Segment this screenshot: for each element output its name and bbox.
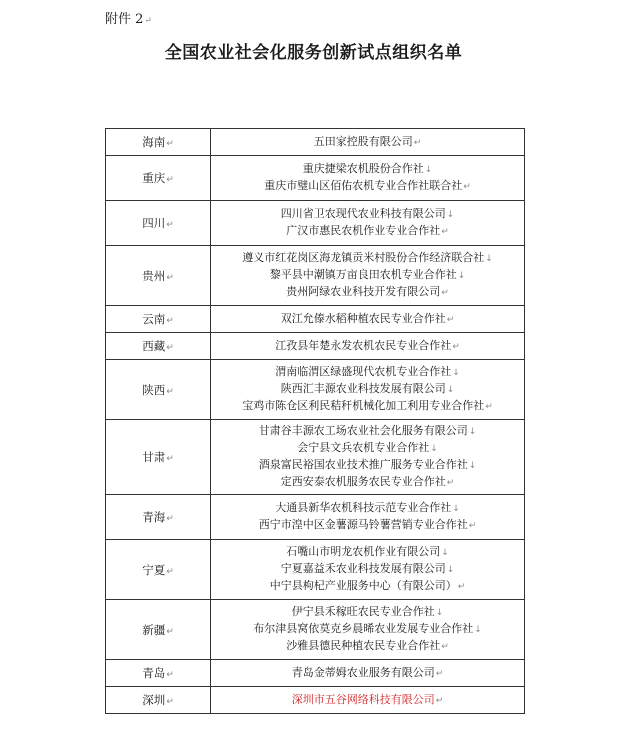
document-title <box>0 38 627 63</box>
region-name: 四川 <box>142 216 166 230</box>
organization-name-text: 大通县新华农机科技示范专业合作社 <box>275 501 452 514</box>
region-cell <box>106 540 211 600</box>
paragraph-mark-icon: ↵ <box>485 402 493 412</box>
table-row <box>106 246 525 306</box>
organization-name <box>215 440 520 457</box>
table-row <box>106 201 525 246</box>
organization-name <box>215 457 520 474</box>
region-cell <box>106 660 211 687</box>
organization-name-text: 布尔津县窝依莫克乡晨晞农业发展专业合作社 <box>253 622 474 635</box>
line-break-mark-icon: ↓ <box>474 625 482 635</box>
organizations-cell <box>211 201 525 246</box>
organization-name-text: 酒泉富民裕国农业技术推广服务专业合作社 <box>258 458 468 471</box>
organization-name-text: 江孜县年楚永发农机农民专业合作社 <box>275 338 452 352</box>
organization-name-text: 甘肃谷丰源农工场农业社会化服务有限公司 <box>258 424 468 437</box>
organization-name-text: 重庆市璧山区佰佑农机专业合作社联合社 <box>264 179 463 192</box>
organization-name-text: 遵义市红花岗区海龙镇贡米村股份合作经济联合社 <box>242 251 485 264</box>
organization-table-body <box>106 129 525 714</box>
organization-name-text: 重庆捷梁农机股份合作社 <box>302 162 424 175</box>
organization-name <box>215 638 520 655</box>
organization-name <box>215 267 520 284</box>
organization-name-text: 陕西汇丰源农业科技发展有限公司 <box>280 382 446 395</box>
region-cell <box>106 687 211 714</box>
table-row <box>106 156 525 201</box>
organizations-cell <box>211 306 525 333</box>
organization-name-text: 宁夏嘉益禾农业科技发展有限公司 <box>280 562 446 575</box>
paragraph-mark-icon: ↵ <box>468 521 477 531</box>
line-break-mark-icon: ↓ <box>430 444 438 454</box>
line-break-mark-icon: ↓ <box>468 461 477 471</box>
paragraph-mark-icon: ↵ <box>166 697 174 707</box>
line-break-mark-icon: ↓ <box>435 608 444 618</box>
organizations-cell <box>211 687 525 714</box>
line-break-mark-icon: ↓ <box>424 165 433 175</box>
region-cell <box>106 129 211 156</box>
paragraph-mark-icon: ↵ <box>166 139 174 149</box>
organization-name <box>215 223 520 240</box>
paragraph-mark-icon: ↵ <box>441 288 449 298</box>
organizations-cell <box>211 420 525 495</box>
table-row <box>106 306 525 333</box>
paragraph-mark-icon: ↵ <box>413 137 422 148</box>
organization-name <box>215 578 520 595</box>
organization-name <box>215 621 520 638</box>
organization-name <box>215 500 520 517</box>
region-name: 新疆 <box>142 622 166 637</box>
region-name: 重庆 <box>142 171 166 185</box>
table-row <box>106 333 525 360</box>
organization-name-text: 石嘴山市明龙农机作业有限公司 <box>286 545 441 558</box>
table-row <box>106 360 525 420</box>
paragraph-mark-icon: ↵ <box>166 316 174 326</box>
paragraph-mark-icon: ↵ <box>166 386 174 397</box>
organizations-cell <box>211 540 525 600</box>
organization-name <box>215 474 520 491</box>
annex-label <box>105 8 152 27</box>
line-break-mark-icon: ↓ <box>468 427 477 437</box>
paragraph-mark-icon: ↵ <box>435 668 444 679</box>
region-cell <box>106 246 211 306</box>
paragraph-mark-icon: ↵ <box>166 272 174 283</box>
table-row <box>106 687 525 714</box>
region-name: 海南 <box>142 135 166 149</box>
paragraph-mark-icon: ↵ <box>166 220 174 230</box>
organization-name <box>215 311 520 328</box>
region-name: 宁夏 <box>142 562 166 577</box>
organizations-cell <box>211 246 525 306</box>
organization-name-text: 会宁县文兵农机专业合作社 <box>297 441 430 454</box>
line-break-mark-icon: ↓ <box>446 385 455 395</box>
paragraph-mark-icon: ↵ <box>166 454 174 464</box>
paragraph-mark-icon: ↵ <box>166 514 174 524</box>
paragraph-mark-icon: ↵ <box>166 670 174 680</box>
table-row <box>106 540 525 600</box>
region-name: 陕西 <box>142 382 166 397</box>
region-name: 青岛 <box>142 666 166 680</box>
organizations-cell <box>211 600 525 660</box>
region-cell <box>106 333 211 360</box>
paragraph-mark-icon: ↵ <box>166 626 174 637</box>
organization-name <box>215 561 520 578</box>
paragraph-mark-icon: ↵ <box>452 341 460 352</box>
organization-name-text: 中宁县枸杞产业服务中心（有限公司） <box>269 579 457 592</box>
title-text: 全国农业社会化服务创新试点组织名单 <box>164 43 463 63</box>
paragraph-mark-icon: ↵ <box>441 227 449 237</box>
organization-name-text: 贵州阿绿农业科技开发有限公司 <box>286 285 441 298</box>
organization-name-text: 广汉市惠民农机作业专业合作社 <box>286 224 441 237</box>
table-row <box>106 660 525 687</box>
region-cell <box>106 156 211 201</box>
line-break-mark-icon: ↓ <box>485 254 493 264</box>
organization-name-text: 渭南临渭区绿盛现代农机专业合作社 <box>275 365 452 378</box>
region-cell <box>106 420 211 495</box>
paragraph-mark-icon: ↵ <box>463 182 471 192</box>
organization-name-text: 伊宁县禾稼旺农民专业合作社 <box>291 605 435 618</box>
organizations-cell <box>211 660 525 687</box>
region-name: 青海 <box>142 510 166 524</box>
organizations-cell <box>211 129 525 156</box>
organization-name <box>215 178 520 195</box>
paragraph-mark-icon: ↵ <box>166 175 174 185</box>
line-break-mark-icon: ↓ <box>446 210 455 220</box>
table-row <box>106 600 525 660</box>
table-row <box>106 420 525 495</box>
line-break-mark-icon: ↓ <box>452 368 460 378</box>
line-break-mark-icon: ↓ <box>446 565 455 575</box>
paragraph-mark-icon: ↵ <box>166 343 174 353</box>
region-name: 甘肃 <box>142 450 166 464</box>
organization-name <box>215 692 520 709</box>
organization-name <box>215 665 520 682</box>
paragraph-mark-icon: ↵ <box>435 695 444 706</box>
paragraph-mark-icon: ↵ <box>166 566 174 577</box>
organization-name <box>215 206 520 223</box>
region-cell <box>106 201 211 246</box>
organization-name <box>215 544 520 561</box>
region-cell <box>106 360 211 420</box>
organization-name-text: 深圳市五谷网络科技有限公司 <box>291 692 435 706</box>
organization-name <box>215 517 520 534</box>
organizations-cell <box>211 333 525 360</box>
organization-name-text: 黎平县中潮镇万亩良田农机专业合作社 <box>269 268 457 281</box>
organization-name <box>215 250 520 267</box>
paragraph-mark-icon: ↵ <box>446 314 455 325</box>
table-row <box>106 495 525 540</box>
organization-name-text: 青岛金蒂姆农业服务有限公司 <box>291 665 435 679</box>
region-name: 西藏 <box>142 339 166 353</box>
organization-name <box>215 161 520 178</box>
organization-name <box>215 134 520 151</box>
table-row <box>106 129 525 156</box>
region-name: 云南 <box>142 312 166 326</box>
organizations-cell <box>211 495 525 540</box>
organizations-cell <box>211 360 525 420</box>
region-cell <box>106 600 211 660</box>
organization-name <box>215 398 520 415</box>
organization-name-text: 宝鸡市陈仓区利民秸秆机械化加工利用专业合作社 <box>242 399 485 412</box>
paragraph-mark-icon: ↵ <box>441 642 449 652</box>
organization-table <box>105 128 525 714</box>
organization-name-text: 双江允傣水稻种植农民专业合作社 <box>280 311 446 325</box>
organization-name <box>215 364 520 381</box>
region-cell <box>106 306 211 333</box>
organization-name <box>215 423 520 440</box>
organization-name <box>215 338 520 355</box>
organization-name-text: 西宁市湟中区金薯源马铃薯营销专业合作社 <box>258 518 468 531</box>
line-break-mark-icon: ↓ <box>441 548 449 558</box>
paragraph-mark-icon: ↵ <box>446 478 455 488</box>
line-break-mark-icon: ↓ <box>457 271 466 281</box>
paragraph-mark-icon: ↵ <box>144 16 152 26</box>
organization-name-text: 五田家控股有限公司 <box>313 134 413 148</box>
region-cell <box>106 495 211 540</box>
organization-name-text: 四川省卫农现代农业科技有限公司 <box>280 207 446 220</box>
organization-name-text: 定西安泰农机服务农民专业合作社 <box>280 475 446 488</box>
organization-name <box>215 381 520 398</box>
organization-name <box>215 284 520 301</box>
paragraph-mark-icon: ↵ <box>457 582 466 592</box>
annex-text: 附件 2 <box>105 12 144 27</box>
organization-name-text: 沙雅县德民种植农民专业合作社 <box>286 639 441 652</box>
line-break-mark-icon: ↓ <box>452 504 460 514</box>
region-name: 深圳 <box>142 693 166 707</box>
organizations-cell <box>211 156 525 201</box>
region-name: 贵州 <box>142 268 166 283</box>
organization-name <box>215 604 520 621</box>
